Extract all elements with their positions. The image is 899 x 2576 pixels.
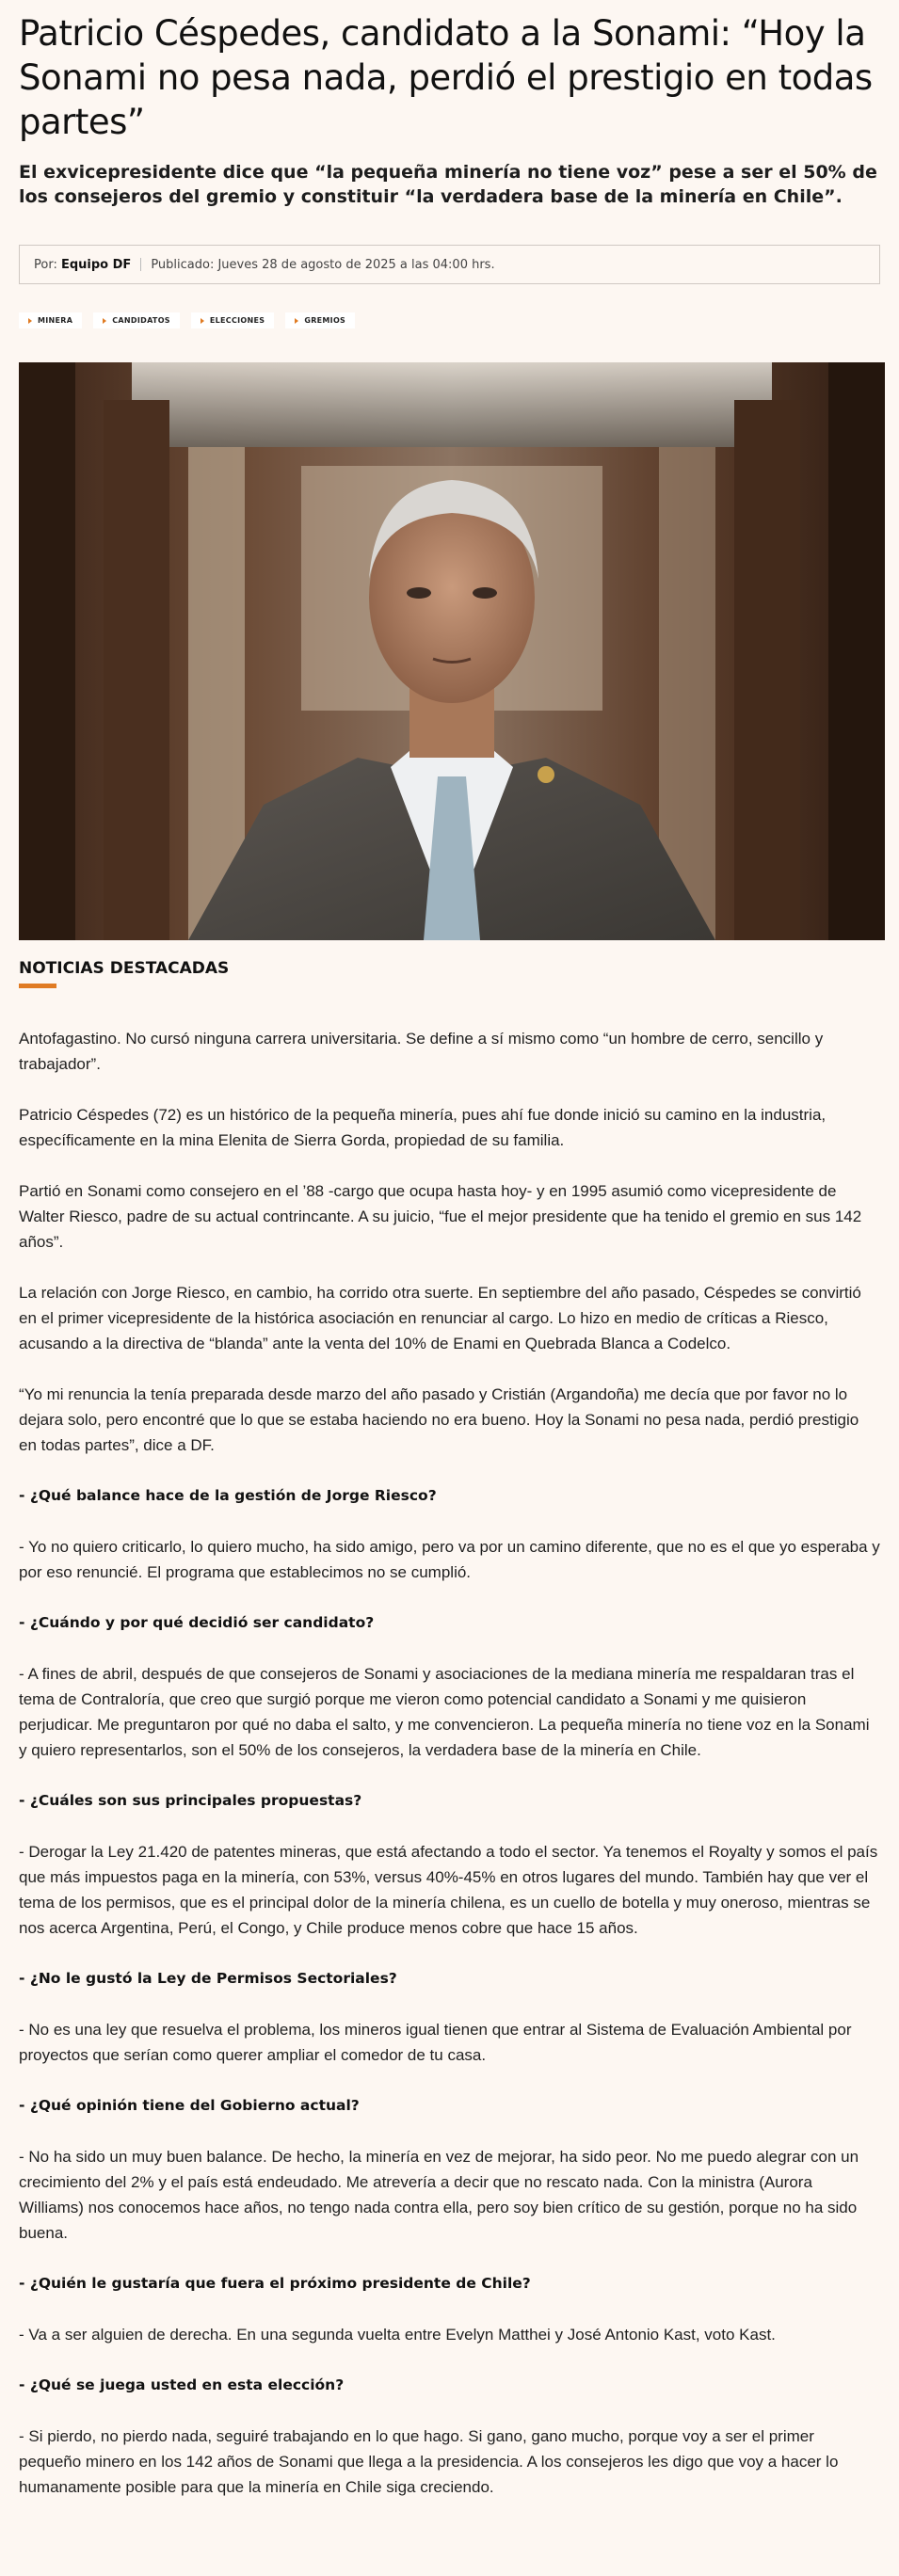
- tag-elecciones[interactable]: [191, 312, 274, 328]
- tag-label: ELECCIONES: [209, 316, 265, 325]
- caret-right-icon: [295, 318, 298, 324]
- featured-news-heading: [19, 959, 880, 988]
- heading-accent-bar: [19, 984, 56, 988]
- body-paragraph: “Yo mi renuncia la tenía preparada desde marzo del año pasado y Cristián (Argandoña) me decía que por favor no lo dejara solo, pero encontré que lo que se estaba haciendo no era bueno. Hoy la Sonami no pesa nada, perdió prestigio en todas partes”, dice a DF.: [19, 1385, 859, 1454]
- article-subtitle: El exvicepresidente dice que “la pequeña minería no tiene voz” pese a ser el 50% de los consejeros del gremio y constituir “la verdadera base de la minería en Chile”.: [19, 162, 877, 207]
- interview-question: - ¿Quién le gustaría que fuera el próximo presidente de Chile?: [19, 2275, 531, 2292]
- body-paragraph: - No es una ley que resuelva el problema, los mineros igual tienen que entrar al Sistema de Evaluación Ambiental por proyectos que serían como querer ampliar el comedor de tu casa.: [19, 2021, 852, 2064]
- caret-right-icon: [201, 318, 204, 324]
- tag-label: MINERA: [38, 316, 73, 325]
- interview-question: - ¿No le gustó la Ley de Permisos Sectoriales?: [19, 1970, 397, 1987]
- interview-question: - ¿Qué opinión tiene del Gobierno actual?: [19, 2097, 360, 2114]
- article-headline: Patricio Céspedes, candidato a la Sonami: “Hoy la Sonami no pesa nada, perdió el prestigio en todas partes”: [19, 13, 873, 142]
- author-prefix: Por:: [34, 257, 57, 272]
- section-heading-text: NOTICIAS DESTACADAS: [19, 959, 230, 978]
- body-paragraph: Antofagastino. No cursó ninguna carrera universitaria. Se define a sí mismo como “un hombre de cerro, sencillo y trabajador”.: [19, 1030, 824, 1073]
- body-paragraph: Partió en Sonami como consejero en el ’88 -cargo que ocupa hasta hoy- y en 1995 asumió como vicepresidente de Walter Riesco, padre de su actual contrincante. A su juicio, “fue el mejor presidente que ha tenido el gremio en sus 142 años”.: [19, 1182, 862, 1251]
- byline-divider: [140, 258, 141, 271]
- body-paragraph: - Yo no quiero criticarlo, lo quiero mucho, ha sido amigo, pero va por un camino diferente, que no es el que yo esperaba y por eso renuncié. El programa que establecimos no se cumplió.: [19, 1538, 880, 1581]
- interview-question: - ¿Qué se juega usted en esta elección?: [19, 2376, 345, 2393]
- article-body: [19, 1026, 880, 2500]
- interview-question: - ¿Cuáles son sus principales propuestas?: [19, 1792, 362, 1809]
- tag-list: [19, 312, 880, 328]
- body-paragraph: - No ha sido un muy buen balance. De hecho, la minería en vez de mejorar, ha sido peor. No me puedo alegrar con un crecimiento del 2% y el país está endeudado. Me atrevería a decir que no rescato nada. Con la ministra (Aurora Williams) nos conocemos hace años, no tengo nada contra ella, pero soy bien crítico de su gestión, porque no ha sido buena.: [19, 2148, 859, 2242]
- tag-label: GREMIOS: [304, 316, 346, 325]
- body-paragraph: La relación con Jorge Riesco, en cambio, ha corrido otra suerte. En septiembre del año pasado, Céspedes se convirtió en el primer vicepresidente de la histórica asociación en renunciar al cargo. Lo hizo en medio de críticas a Riesco, acusando a la directiva de “blanda” ante la venta del 10% de Enami en Quebrada Blanca a Codelco.: [19, 1284, 861, 1352]
- body-paragraph: - Va a ser alguien de derecha. En una segunda vuelta entre Evelyn Matthei y José Antonio Kast, voto Kast.: [19, 2326, 776, 2344]
- caret-right-icon: [103, 318, 106, 324]
- byline-box: [19, 245, 880, 284]
- body-paragraph: - Derogar la Ley 21.420 de patentes mineras, que está afectando a todo el sector. Ya tenemos el Royalty y somos el país que más impuestos paga en la minería, con 53%, versus 40%-45% en otros lugares del mundo. También hay que ver el tema de los permisos, que es el principal dolor de la minería chilena, es un cuello de botella y muy oneroso, mientras se nos acerca Argentina, Perú, el Congo, y Chile produce menos cobre que hace 15 años.: [19, 1843, 878, 1937]
- caret-right-icon: [28, 318, 32, 324]
- body-paragraph: Patricio Céspedes (72) es un histórico de la pequeña minería, pues ahí fue donde inició su camino en la industria, específicamente en la mina Elenita de Sierra Gorda, propiedad de su familia.: [19, 1106, 827, 1149]
- interview-question: - ¿Cuándo y por qué decidió ser candidato?: [19, 1614, 375, 1631]
- tag-label: CANDIDATOS: [112, 316, 170, 325]
- author-name[interactable]: Equipo DF: [60, 257, 132, 272]
- interview-question: - ¿Qué balance hace de la gestión de Jorge Riesco?: [19, 1487, 437, 1504]
- portrait-photo-illustration: [19, 362, 885, 940]
- publish-date: Publicado: Jueves 28 de agosto de 2025 a las 04:00 hrs.: [151, 257, 495, 272]
- tag-gremios[interactable]: [285, 312, 355, 328]
- body-paragraph: - Si pierdo, no pierdo nada, seguiré trabajando en lo que hago. Si gano, gano mucho, porque voy a ser el primer pequeño minero en los 142 años de Sonami que llega a la presidencia. A los consejeros les digo que voy a hacer lo humanamente posible para que la minería en Chile siga creciendo.: [19, 2427, 839, 2496]
- tag-minera[interactable]: [19, 312, 82, 328]
- hero-photo: [19, 362, 885, 940]
- tag-candidatos[interactable]: [93, 312, 180, 328]
- body-paragraph: - A fines de abril, después de que consejeros de Sonami y asociaciones de la mediana minería me respaldaran tras el tema de Contraloría, que creo que surgió porque me vieron como potencial candidato a Sonami y me quisieron perjudicar. Me preguntaron por qué no daba el salto, y me convencieron. La pequeña minería no tiene voz en la Sonami y quiero representarlos, son el 50% de los consejeros, la verdadera base de la minería en Chile.: [19, 1665, 870, 1759]
